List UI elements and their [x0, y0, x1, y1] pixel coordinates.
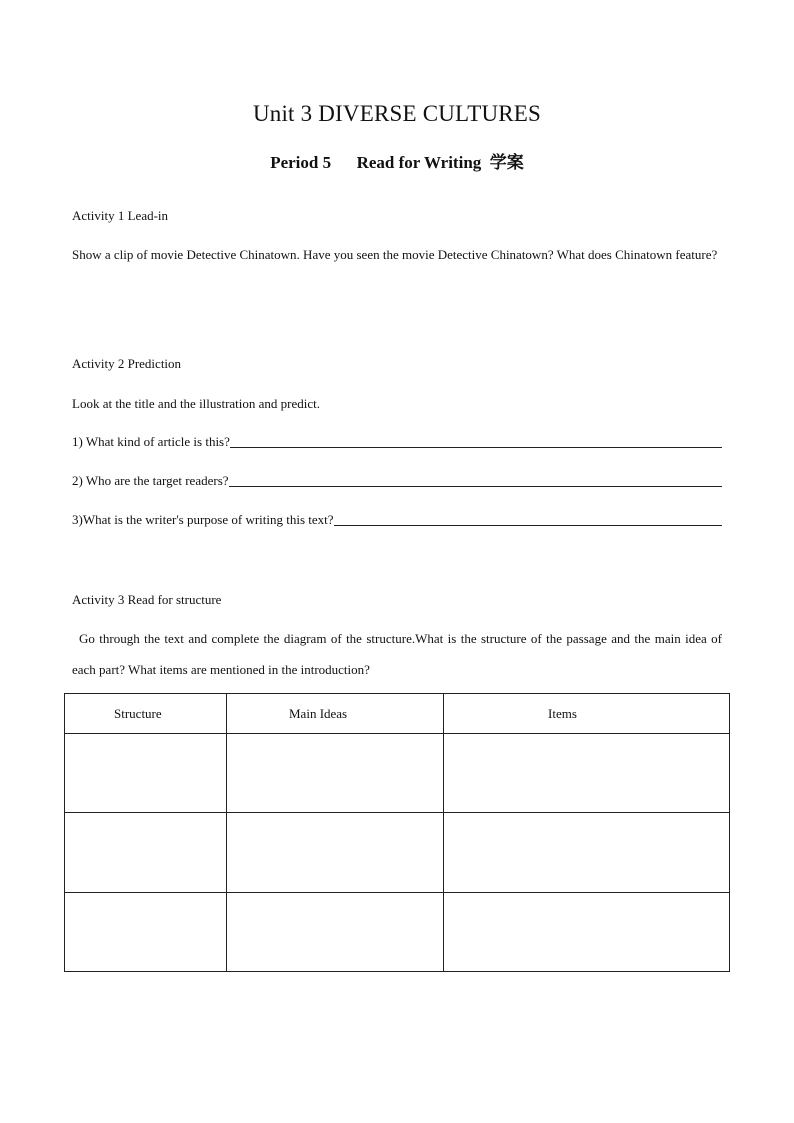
table-cell-main-idea[interactable]: [227, 892, 444, 971]
table-cell-items[interactable]: [444, 892, 730, 971]
activity2-instruction: Look at the title and the illustration and predict.: [72, 396, 321, 411]
question-2-answer-line[interactable]: [229, 474, 722, 487]
table-row: [65, 813, 730, 892]
question-2: [72, 473, 722, 489]
page-subtitle: Period 5 Read for Writing 学案: [270, 153, 524, 172]
table-cell-main-idea[interactable]: [227, 813, 444, 892]
activity3-heading: Activity 3 Read for structure: [72, 592, 222, 607]
table-cell-items[interactable]: [444, 734, 730, 813]
table-row: [65, 734, 730, 813]
table-cell-structure[interactable]: [65, 813, 227, 892]
table-header-items: Items: [444, 694, 730, 734]
question-2-label: 2) Who are the target readers?: [72, 473, 229, 488]
question-3: [72, 512, 722, 528]
question-1-answer-line[interactable]: [230, 435, 722, 448]
activity1-text: Show a clip of movie Detective Chinatown. Have you seen the movie Detective Chinatown? What does Chinatown feature?: [72, 247, 718, 262]
question-1: [72, 434, 722, 450]
activity1-heading: Activity 1 Lead-in: [72, 208, 169, 223]
question-3-answer-line[interactable]: [334, 513, 722, 526]
table-cell-items[interactable]: [444, 813, 730, 892]
page-title: Unit 3 DIVERSE CULTURES: [252, 101, 542, 126]
table-header-row: [65, 694, 730, 734]
structure-table: [64, 693, 730, 972]
activity3-text: Go through the text and complete the diagram of the structure.What is the structure of the passage and the main idea of each part? What items are mentioned in the introduction?: [72, 631, 722, 677]
table-header-structure: Structure: [65, 694, 227, 734]
question-3-label: 3)What is the writer's purpose of writing this text?: [72, 512, 334, 527]
table-cell-structure[interactable]: [65, 734, 227, 813]
table-header-main-ideas: Main Ideas: [227, 694, 444, 734]
activity2-heading: Activity 2 Prediction: [72, 356, 182, 371]
table-cell-structure[interactable]: [65, 892, 227, 971]
table-row: [65, 892, 730, 971]
table-cell-main-idea[interactable]: [227, 734, 444, 813]
question-1-label: 1) What kind of article is this?: [72, 434, 230, 449]
